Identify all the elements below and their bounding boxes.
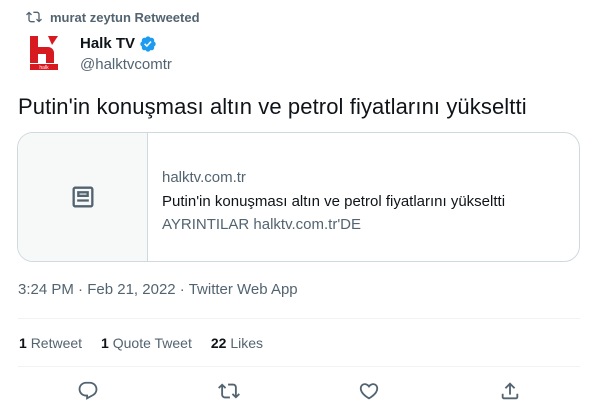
- retweet-context: [26, 8, 200, 26]
- tweet-date[interactable]: Feb 21, 2022: [87, 281, 176, 298]
- tweet-meta: [18, 281, 298, 298]
- tweet-text: Putin'in konuşması altın ve petrol fiyatlarını yükseltti: [18, 94, 527, 119]
- tweet-stats: [19, 335, 263, 351]
- retweet-context-text[interactable]: murat zeytun Retweeted: [50, 9, 200, 25]
- divider: [18, 318, 580, 319]
- link-card[interactable]: [17, 132, 580, 262]
- reply-icon: [77, 380, 99, 402]
- card-description: AYRINTILAR halktv.com.tr'DE: [162, 216, 362, 233]
- halk-tv-logo: [26, 33, 66, 73]
- share-button[interactable]: [499, 380, 521, 402]
- card-domain: halktv.com.tr: [162, 169, 246, 186]
- share-icon: [499, 380, 521, 402]
- like-count-link[interactable]: 22 Likes: [210, 335, 264, 351]
- avatar[interactable]: [26, 33, 66, 73]
- tweet-author: [26, 33, 172, 73]
- reply-button[interactable]: [77, 380, 99, 402]
- svg-text:halk: halk: [39, 65, 49, 71]
- verified-badge-icon: [139, 35, 157, 53]
- author-handle[interactable]: @halktvcomtr: [80, 55, 172, 73]
- heart-icon: [358, 380, 380, 402]
- retweet-count-link[interactable]: 1 Retweet: [19, 335, 83, 351]
- tweet-time[interactable]: 3:24 PM: [18, 281, 74, 298]
- card-thumbnail: [18, 133, 148, 261]
- divider: [18, 366, 580, 367]
- article-icon: [69, 183, 97, 211]
- retweet-button[interactable]: [218, 380, 240, 402]
- meta-separator: ·: [179, 281, 189, 298]
- tweet-source[interactable]: Twitter Web App: [188, 281, 298, 298]
- meta-separator: ·: [78, 281, 88, 298]
- retweet-icon: [218, 380, 240, 402]
- card-title: Putin'in konuşması altın ve petrol fiyatlarını yükseltti: [162, 193, 506, 210]
- retweet-icon: [26, 9, 42, 25]
- quote-count-link[interactable]: 1 Quote Tweet: [101, 335, 192, 351]
- tweet-actions: [0, 380, 598, 404]
- like-button[interactable]: [358, 380, 380, 402]
- author-name[interactable]: Halk TV: [80, 35, 136, 52]
